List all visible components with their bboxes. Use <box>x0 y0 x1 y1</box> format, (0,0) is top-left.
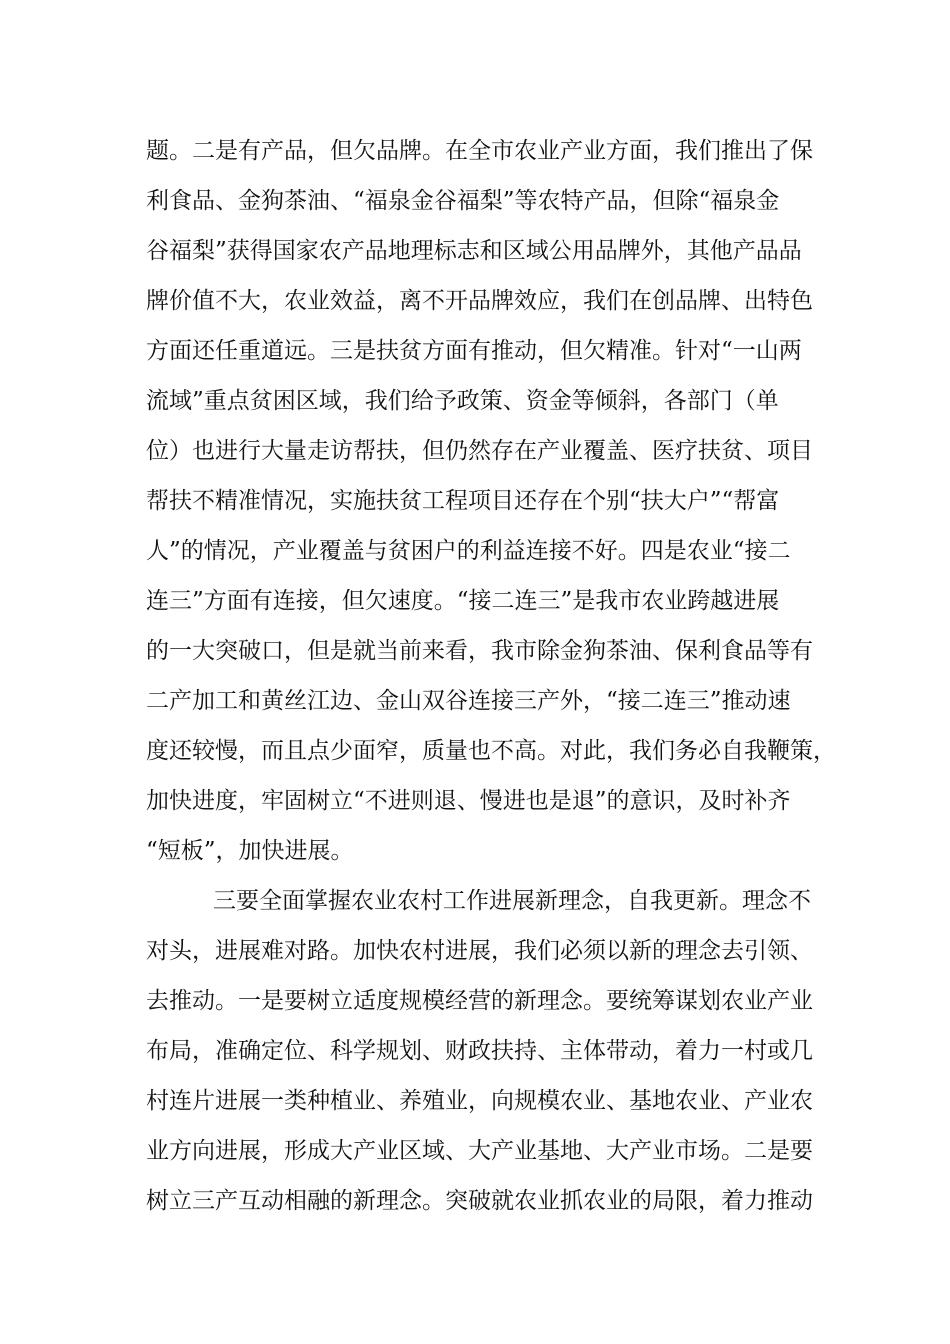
text-line-15: “短板”，加快进展。 <box>146 838 354 864</box>
text-line-13: 度还较慢，而且点少面窄，质量也不高。对此，我们务必自我鞭策， <box>146 738 836 764</box>
text-line-5: 方面还任重道远。三是扶贫方面有推动，但欠精准。针对“一山两 <box>146 338 802 364</box>
text-line-22: 树立三产互动相融的新理念。突破就农业抓农业的局限，着力推动 <box>146 1188 813 1214</box>
text-line-21: 业方向进展，形成大产业区域、大产业基地、大产业市场。二是要 <box>146 1138 813 1164</box>
text-line-4: 牌价值不大，农业效益，离不开品牌效应，我们在创品牌、出特色 <box>146 288 813 314</box>
text-line-12: 二产加工和黄丝江边、金山双谷连接三产外，“接二连三”推动速 <box>146 688 791 714</box>
text-line-2: 利食品、金狗茶油、“福泉金谷福梨”等农特产品，但除“福泉金 <box>146 188 780 214</box>
text-line-8: 帮扶不精准情况，实施扶贫工程项目还存在个别“扶大户”“帮富 <box>146 488 780 514</box>
text-line-18: 去推动。一是要树立适度规模经营的新理念。要统筹谋划农业产业 <box>146 988 813 1014</box>
text-line-10: 连三”方面有连接，但欠速度。“接二连三”是我市农业跨越进展 <box>146 588 780 614</box>
text-line-1: 题。二是有产品，但欠品牌。在全市农业产业方面，我们推出了保 <box>146 138 813 164</box>
text-line-9: 人”的情况，产业覆盖与贫困户的利益连接不好。四是农业“接二 <box>146 538 791 564</box>
text-line-7: 位）也进行大量走访帮扶，但仍然存在产业覆盖、医疗扶贫、项目 <box>146 438 813 464</box>
text-line-17: 对头，进展难对路。加快农村进展，我们必须以新的理念去引领、 <box>146 938 813 964</box>
paragraph-start-line: 三要全面掌握农业农村工作进展新理念，自我更新。理念不 <box>213 888 811 914</box>
text-line-6: 流域”重点贫困区域，我们给予政策、资金等倾斜，各部门（单 <box>146 388 779 414</box>
text-line-3: 谷福梨”获得国家农产品地理标志和区域公用品牌外，其他产品品 <box>146 238 802 264</box>
text-line-14: 加快进度，牢固树立“不进则退、慢进也是退”的意识，及时补齐 <box>146 788 791 814</box>
text-line-20: 村连片进展一类种植业、养殖业，向规模农业、基地农业、产业农 <box>146 1088 813 1114</box>
text-line-19: 布局，准确定位、科学规划、财政扶持、主体带动，着力一村或几 <box>146 1038 813 1064</box>
text-line-11: 的一大突破口，但是就当前来看，我市除金狗茶油、保利食品等有 <box>146 638 813 664</box>
